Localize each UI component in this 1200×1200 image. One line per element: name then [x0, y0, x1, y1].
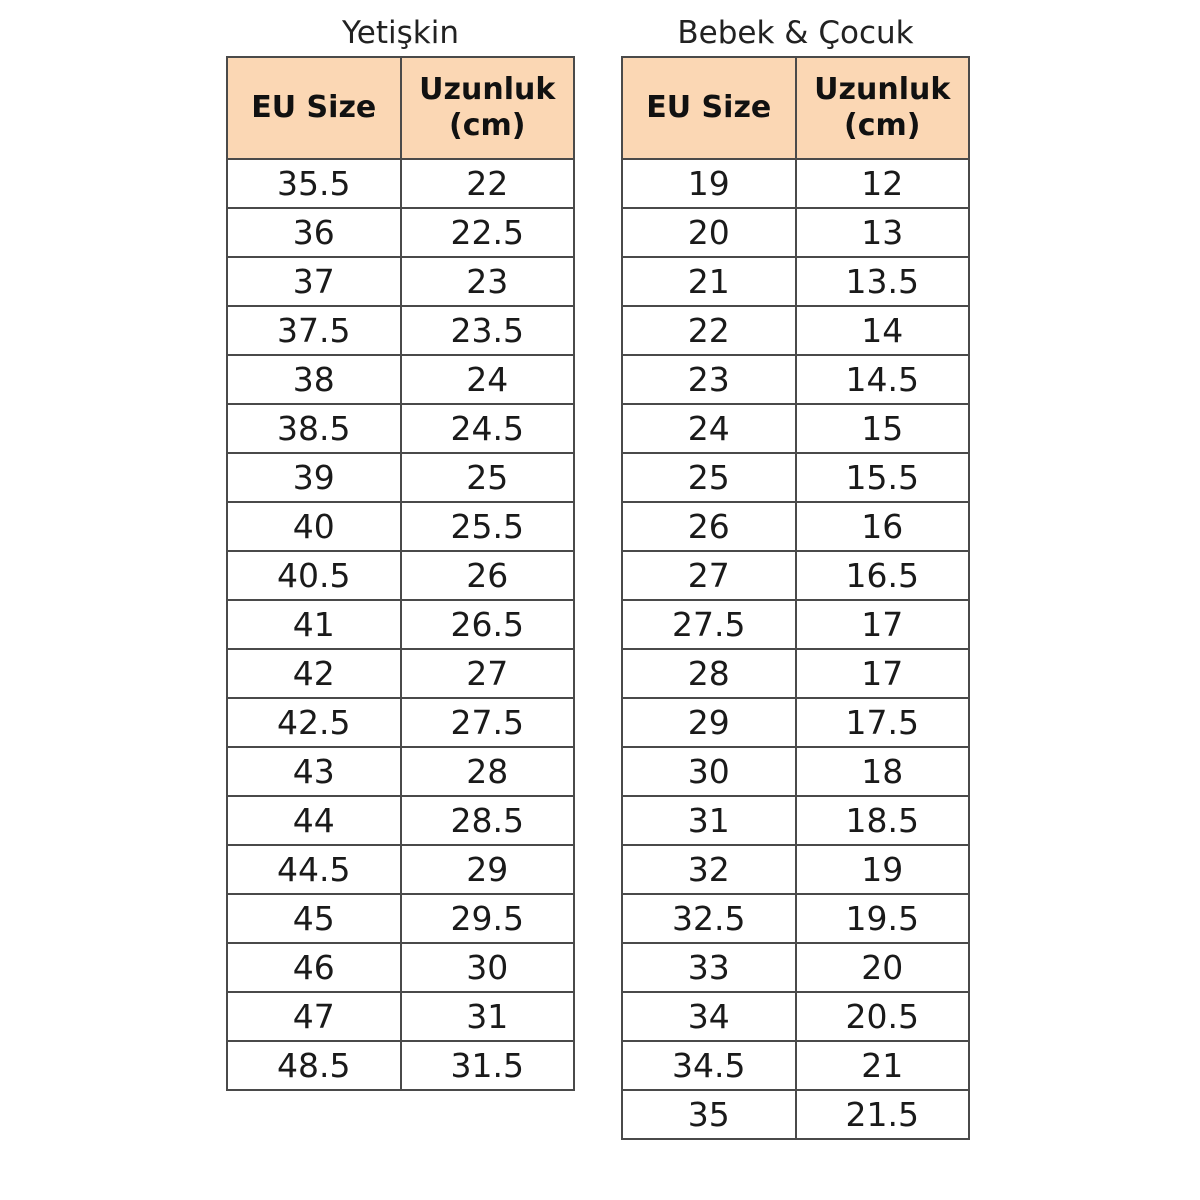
length-cell: 28.5 [401, 796, 575, 845]
length-cell: 18.5 [796, 796, 970, 845]
length-cell: 19 [796, 845, 970, 894]
length-header-label: Uzunluk [419, 72, 556, 107]
eu-size-cell: 45 [227, 894, 401, 943]
length-cell: 14 [796, 306, 970, 355]
eu-size-cell: 19 [622, 159, 796, 208]
eu-size-cell: 44 [227, 796, 401, 845]
table-row [227, 502, 574, 551]
eu-size-cell: 31 [622, 796, 796, 845]
eu-size-cell: 42 [227, 649, 401, 698]
table-row [622, 943, 969, 992]
eu-size-cell: 43 [227, 747, 401, 796]
table-row [622, 502, 969, 551]
length-cell: 31.5 [401, 1041, 575, 1090]
length-header-unit: (cm) [449, 108, 526, 143]
length-cell: 13 [796, 208, 970, 257]
eu-size-cell: 38.5 [227, 404, 401, 453]
length-cell: 19.5 [796, 894, 970, 943]
table-row [622, 159, 969, 208]
adult-size-table [226, 56, 575, 1091]
length-cell: 20 [796, 943, 970, 992]
length-cell: 25.5 [401, 502, 575, 551]
table-row [622, 747, 969, 796]
eu-size-header-label: EU Size [646, 90, 772, 125]
eu-size-cell: 32 [622, 845, 796, 894]
table-row [227, 551, 574, 600]
eu-size-cell: 33 [622, 943, 796, 992]
child-size-chart [621, 0, 970, 1140]
eu-size-cell: 35 [622, 1090, 796, 1139]
length-cell: 18 [796, 747, 970, 796]
table-row [227, 943, 574, 992]
table-row [227, 306, 574, 355]
length-cell: 23.5 [401, 306, 575, 355]
eu-size-cell: 40.5 [227, 551, 401, 600]
eu-size-cell: 39 [227, 453, 401, 502]
eu-size-cell: 46 [227, 943, 401, 992]
table-row [227, 404, 574, 453]
table-row [622, 453, 969, 502]
table-row [622, 257, 969, 306]
eu-size-header [622, 57, 796, 159]
eu-size-cell: 27.5 [622, 600, 796, 649]
eu-size-cell: 21 [622, 257, 796, 306]
eu-size-cell: 37 [227, 257, 401, 306]
table-row [622, 1041, 969, 1090]
length-cell: 22 [401, 159, 575, 208]
eu-size-header [227, 57, 401, 159]
table-row [622, 551, 969, 600]
eu-size-cell: 38 [227, 355, 401, 404]
eu-size-cell: 48.5 [227, 1041, 401, 1090]
eu-size-cell: 29 [622, 698, 796, 747]
length-cell: 13.5 [796, 257, 970, 306]
length-cell: 17.5 [796, 698, 970, 747]
eu-size-cell: 26 [622, 502, 796, 551]
table-row [622, 208, 969, 257]
length-cell: 15 [796, 404, 970, 453]
length-cell: 22.5 [401, 208, 575, 257]
table-row [227, 649, 574, 698]
table-row [622, 992, 969, 1041]
length-cell: 25 [401, 453, 575, 502]
table-row [227, 159, 574, 208]
length-cell: 24 [401, 355, 575, 404]
eu-size-cell: 20 [622, 208, 796, 257]
length-cell: 27 [401, 649, 575, 698]
child-table-body [622, 159, 969, 1139]
table-row [622, 404, 969, 453]
eu-size-cell: 23 [622, 355, 796, 404]
length-cell: 29 [401, 845, 575, 894]
length-cell: 31 [401, 992, 575, 1041]
length-cell: 14.5 [796, 355, 970, 404]
table-header-row [227, 57, 574, 159]
table-row [227, 257, 574, 306]
table-row [622, 649, 969, 698]
length-header-unit: (cm) [844, 108, 921, 143]
length-cell: 12 [796, 159, 970, 208]
length-cell: 16 [796, 502, 970, 551]
eu-size-cell: 47 [227, 992, 401, 1041]
eu-size-cell: 35.5 [227, 159, 401, 208]
length-cell: 26 [401, 551, 575, 600]
adult-size-chart [226, 0, 575, 1091]
table-row [227, 992, 574, 1041]
table-row [227, 208, 574, 257]
table-header-row [622, 57, 969, 159]
eu-size-cell: 34.5 [622, 1041, 796, 1090]
eu-size-cell: 41 [227, 600, 401, 649]
eu-size-cell: 24 [622, 404, 796, 453]
table-row [622, 796, 969, 845]
eu-size-cell: 36 [227, 208, 401, 257]
length-cell: 30 [401, 943, 575, 992]
length-cell: 20.5 [796, 992, 970, 1041]
length-cell: 21.5 [796, 1090, 970, 1139]
length-cell: 29.5 [401, 894, 575, 943]
length-cell: 17 [796, 649, 970, 698]
length-cell: 26.5 [401, 600, 575, 649]
length-cell: 17 [796, 600, 970, 649]
eu-size-cell: 28 [622, 649, 796, 698]
length-cell: 24.5 [401, 404, 575, 453]
eu-size-cell: 37.5 [227, 306, 401, 355]
table-row [227, 747, 574, 796]
eu-size-cell: 22 [622, 306, 796, 355]
length-header [796, 57, 970, 159]
adult-chart-title: Yetişkin [341, 15, 460, 51]
table-row [622, 355, 969, 404]
eu-size-cell: 25 [622, 453, 796, 502]
length-cell: 28 [401, 747, 575, 796]
table-row [622, 306, 969, 355]
length-cell: 23 [401, 257, 575, 306]
length-header [401, 57, 575, 159]
length-cell: 21 [796, 1041, 970, 1090]
child-chart-title: Bebek & Çocuk [677, 15, 914, 51]
table-row [227, 698, 574, 747]
eu-size-cell: 32.5 [622, 894, 796, 943]
eu-size-cell: 42.5 [227, 698, 401, 747]
eu-size-cell: 40 [227, 502, 401, 551]
table-row [622, 1090, 969, 1139]
table-row [227, 1041, 574, 1090]
eu-size-cell: 30 [622, 747, 796, 796]
table-row [622, 845, 969, 894]
length-header-label: Uzunluk [814, 72, 951, 107]
eu-size-cell: 34 [622, 992, 796, 1041]
length-cell: 15.5 [796, 453, 970, 502]
length-cell: 27.5 [401, 698, 575, 747]
length-cell: 16.5 [796, 551, 970, 600]
table-row [227, 796, 574, 845]
table-row [227, 600, 574, 649]
table-row [622, 894, 969, 943]
eu-size-cell: 27 [622, 551, 796, 600]
table-row [622, 600, 969, 649]
table-row [227, 453, 574, 502]
table-row [227, 845, 574, 894]
child-size-table [621, 56, 970, 1140]
adult-table-body [227, 159, 574, 1090]
eu-size-header-label: EU Size [251, 90, 377, 125]
eu-size-cell: 44.5 [227, 845, 401, 894]
table-row [622, 698, 969, 747]
table-row [227, 894, 574, 943]
table-row [227, 355, 574, 404]
